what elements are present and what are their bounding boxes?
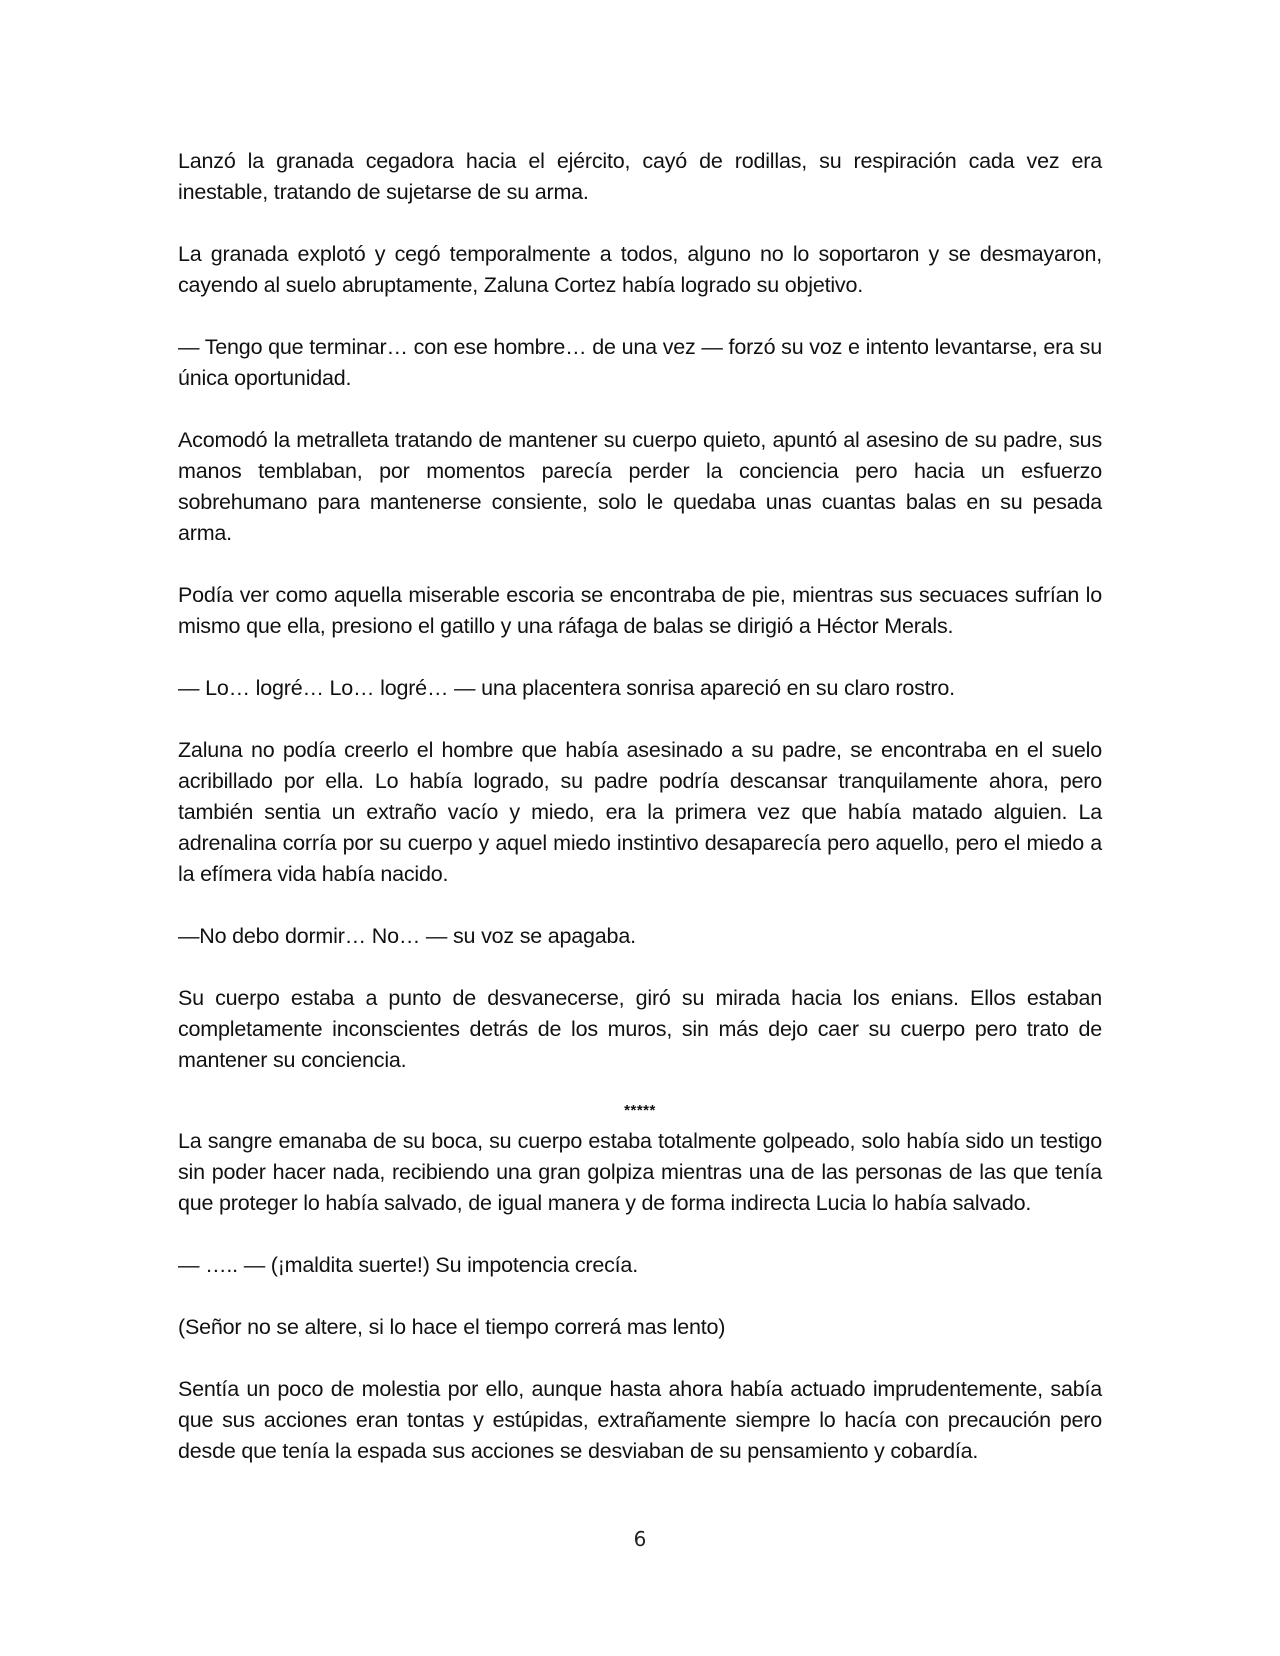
paragraph-4: Acomodó la metralleta tratando de mantener su cuerpo quieto, apuntó al asesino de su padre, sus manos temblaban, por momentos parecía perder la conciencia pero hacia un esfuerzo sobrehumano para mantenerse consiente, solo le quedaba unas cuantas balas en su pesada arma. — [178, 428, 1102, 545]
paragraph-3: — Tengo que terminar… con ese hombre… de una vez — forzó su voz e intento levantarse, era su única oportunidad. — [178, 335, 1102, 390]
paragraph-6: — Lo… logré… Lo… logré… — una placentera sonrisa apareció en su claro rostro. — [178, 676, 955, 700]
paragraph-10: La sangre emanaba de su boca, su cuerpo estaba totalmente golpeado, solo había sido un testigo sin poder hacer nada, recibiendo una gran golpiza mientras una de las personas de las que tenía que proteger lo había salvado, de igual manera y de forma indirecta Lucia lo había salvado. — [178, 1129, 1102, 1215]
paragraph-5: Podía ver como aquella miserable escoria se encontraba de pie, mientras sus secuaces sufrían lo mismo que ella, presiono el gatillo y una ráfaga de balas se dirigió a Héctor Merals. — [178, 583, 1102, 638]
paragraph-11: — ….. — (¡maldita suerte!) Su impotencia crecía. — [178, 1253, 638, 1277]
scene-separator: ***** — [624, 1102, 656, 1119]
paragraph-9: Su cuerpo estaba a punto de desvanecerse, giró su mirada hacia los enians. Ellos estaban completamente inconscientes detrás de los muros, sin más dejo caer su cuerpo pero trato de mantener su conciencia. — [178, 986, 1102, 1072]
paragraph-8: —No debo dormir… No… — su voz se apagaba. — [178, 924, 636, 948]
page-number: 6 — [633, 1527, 647, 1551]
paragraph-12: (Señor no se altere, si lo hace el tiempo correrá mas lento) — [178, 1315, 726, 1339]
paragraph-13: Sentía un poco de molestia por ello, aunque hasta ahora había actuado imprudentemente, sabía que sus acciones eran tontas y estúpidas, extrañamente siempre lo hacía con precaución pero desde que tenía la espada sus acciones se desviaban de su pensamiento y cobardía. — [178, 1377, 1102, 1463]
paragraph-7: Zaluna no podía creerlo el hombre que había asesinado a su padre, se encontraba en el suelo acribillado por ella. Lo había logrado, su padre podría descansar tranquilamente ahora, pero también sentia un extraño vacío y miedo, era la primera vez que había matado alguien. La adrenalina corría por su cuerpo y aquel miedo instintivo desaparecía pero aquello, pero el miedo a la efímera vida había nacido. — [178, 738, 1102, 886]
paragraph-1: Lanzó la granada cegadora hacia el ejército, cayó de rodillas, su respiración cada vez era inestable, tratando de sujetarse de su arma. — [178, 149, 1102, 204]
paragraph-2: La granada explotó y cegó temporalmente a todos, alguno no lo soportaron y se desmayaron, cayendo al suelo abruptamente, Zaluna Cortez había logrado su objetivo. — [178, 242, 1102, 297]
body-text — [178, 146, 1102, 1467]
